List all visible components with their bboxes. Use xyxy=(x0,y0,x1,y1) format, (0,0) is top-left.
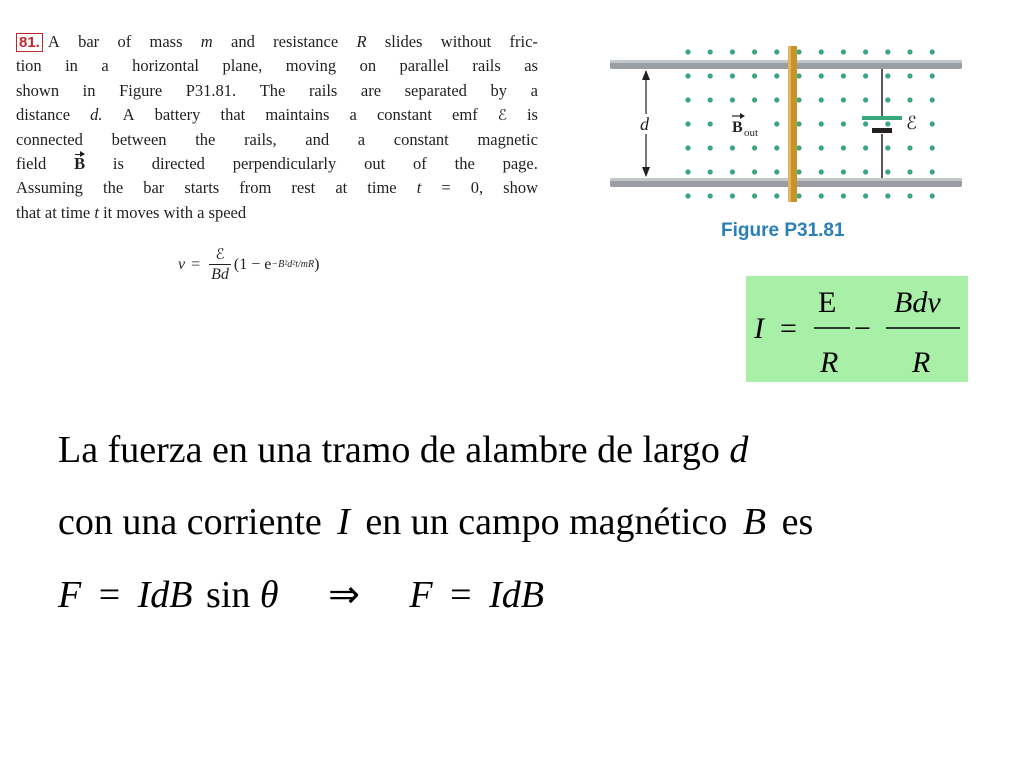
formula-lhs: I xyxy=(754,312,764,345)
field-dot xyxy=(708,73,713,78)
var-B: B xyxy=(742,501,767,543)
field-dot xyxy=(708,49,713,54)
field-dot xyxy=(863,169,868,174)
field-dot xyxy=(774,49,779,54)
problem-line-1 xyxy=(16,30,538,54)
word: are xyxy=(360,80,382,100)
eq-fraction xyxy=(209,244,231,285)
field-dot xyxy=(685,73,690,78)
field-dot xyxy=(885,193,890,198)
field-subscript: out xyxy=(744,127,759,139)
field-dot xyxy=(885,73,890,78)
rail-circuit-figure xyxy=(600,40,970,210)
word: a xyxy=(357,129,366,149)
word: the xyxy=(454,153,475,173)
top-rail-highlight xyxy=(610,60,962,63)
eq-lhs: v xyxy=(178,255,186,273)
field-dot xyxy=(930,169,935,174)
distance-arrow-bottom xyxy=(642,167,650,177)
word: bar xyxy=(78,32,100,51)
field-dot xyxy=(730,193,735,198)
IdB-2: IdB xyxy=(489,574,544,616)
word: shown xyxy=(16,80,60,100)
word: bar xyxy=(143,178,165,198)
field-dot xyxy=(685,169,690,174)
word: emf xyxy=(452,105,478,125)
field-vector-symbol: B xyxy=(74,152,85,176)
spanish-line-3 xyxy=(58,572,544,617)
term2-numerator: Bdv xyxy=(894,286,941,319)
field-dot xyxy=(796,145,801,150)
field-dot xyxy=(841,121,846,126)
field-dot xyxy=(863,97,868,102)
field-dot xyxy=(752,97,757,102)
problem-number: 81. xyxy=(16,33,43,52)
field-dot xyxy=(819,145,824,150)
spanish-line-2-c: es xyxy=(781,501,814,543)
word: starts xyxy=(184,178,220,198)
field-dot xyxy=(730,97,735,102)
field-dot xyxy=(930,49,935,54)
eq-paren-open: (1 − e xyxy=(233,255,272,273)
field-dot xyxy=(885,49,890,54)
word: a xyxy=(197,202,205,222)
field-dot xyxy=(685,193,690,198)
word: Assuming xyxy=(16,178,83,198)
word: page. xyxy=(502,153,538,173)
word: d. xyxy=(90,105,103,125)
word: at xyxy=(44,202,57,222)
field-dot xyxy=(774,169,779,174)
formula-equals: = xyxy=(780,312,797,345)
field-dot xyxy=(752,49,757,54)
term2-denominator: R xyxy=(912,346,931,379)
field-dot xyxy=(907,49,912,54)
field-dot xyxy=(930,97,935,102)
word: and xyxy=(231,32,255,51)
field-dot xyxy=(885,121,890,126)
field-dot xyxy=(730,145,735,150)
eq-paren-close: ) xyxy=(314,255,320,273)
field-dot xyxy=(841,97,846,102)
word: it xyxy=(103,202,113,222)
word: directed xyxy=(151,153,205,173)
emf-label: ℰ xyxy=(906,113,917,134)
field-dot xyxy=(752,169,757,174)
problem-line-8 xyxy=(16,201,538,225)
word: time xyxy=(60,202,91,222)
word: fric- xyxy=(509,32,538,51)
field-dot xyxy=(819,169,824,174)
field-dot xyxy=(907,73,912,78)
magnetic-field-dots xyxy=(685,49,934,198)
sin-function: sin xyxy=(206,574,251,616)
sliding-bar-highlight xyxy=(788,46,791,202)
distance-label: d xyxy=(640,114,649,134)
word: constant xyxy=(376,105,432,125)
word: R xyxy=(356,32,367,51)
word: that xyxy=(16,202,41,222)
field-dot xyxy=(841,145,846,150)
word: rails, xyxy=(244,129,277,149)
word: the xyxy=(103,178,124,198)
problem-line-5 xyxy=(16,128,538,152)
word: as xyxy=(524,56,538,76)
field-dot xyxy=(774,73,779,78)
word: = xyxy=(441,178,451,198)
word: Figure xyxy=(119,80,163,100)
field-dot xyxy=(930,145,935,150)
formula-minus: − xyxy=(854,312,871,345)
word: The xyxy=(259,80,286,100)
spanish-line-2-a: con una corriente xyxy=(58,501,322,543)
word: by xyxy=(490,80,507,100)
word: a xyxy=(530,80,538,100)
equals-2: = xyxy=(450,574,472,616)
eq-numerator: ℰ xyxy=(215,245,225,263)
field-dot xyxy=(907,145,912,150)
word: between xyxy=(111,129,167,149)
field-dot xyxy=(907,97,912,102)
field-dot xyxy=(752,73,757,78)
current-formula-box xyxy=(746,276,968,382)
field-dot xyxy=(819,49,824,54)
word: parallel xyxy=(399,56,449,76)
field-dot xyxy=(819,73,824,78)
word: connected xyxy=(16,129,83,149)
force-F2: F xyxy=(409,574,433,616)
problem-line-6 xyxy=(16,152,538,176)
field-dot xyxy=(796,121,801,126)
field-dot xyxy=(841,73,846,78)
var-I: I xyxy=(337,501,350,543)
word: speed xyxy=(208,202,247,222)
field-dot xyxy=(885,145,890,150)
spanish-line-2-b: en un campo magnético xyxy=(365,501,728,543)
IdB-1: IdB xyxy=(137,574,193,616)
word: with xyxy=(163,202,193,222)
battery-long-plate xyxy=(862,116,902,120)
word: t xyxy=(416,178,422,198)
field-dot xyxy=(708,193,713,198)
word: in xyxy=(65,56,78,76)
field-dot xyxy=(930,193,935,198)
bottom-rail-highlight xyxy=(610,178,962,181)
speed-equation xyxy=(178,244,319,285)
field-dot xyxy=(819,193,824,198)
word: rest xyxy=(291,178,316,198)
word: horizontal xyxy=(132,56,200,76)
word: at xyxy=(335,178,348,198)
distance-arrow-top xyxy=(642,70,650,80)
problem-line-2 xyxy=(16,54,538,78)
field-dot xyxy=(730,49,735,54)
field-dot xyxy=(708,145,713,150)
word: mass xyxy=(149,32,183,51)
word: of xyxy=(413,153,427,173)
word: of xyxy=(117,32,132,51)
term1-denominator: R xyxy=(820,346,839,379)
field-dot xyxy=(863,73,868,78)
emf-symbol: ℰ xyxy=(497,106,507,125)
field-dot xyxy=(841,169,846,174)
field-dot xyxy=(685,121,690,126)
word: is xyxy=(112,153,124,173)
word: tion xyxy=(16,56,42,76)
word: maintains xyxy=(265,105,330,125)
word: slides xyxy=(384,32,423,51)
field-dot xyxy=(819,121,824,126)
field-dot xyxy=(819,97,824,102)
problem-line-4 xyxy=(16,103,538,127)
word: resistance xyxy=(273,32,339,51)
word: on xyxy=(359,56,377,76)
field-dot xyxy=(796,49,801,54)
field-dot xyxy=(685,97,690,102)
term1-numerator: E xyxy=(818,286,837,319)
field-dot xyxy=(730,73,735,78)
implies-arrow: ⇒ xyxy=(328,574,360,616)
spanish-line-2 xyxy=(58,500,813,544)
eq-exponent: −B²d²t/mR xyxy=(271,259,315,270)
field-dot xyxy=(708,97,713,102)
field-dot xyxy=(930,121,935,126)
word: perpendicularly xyxy=(232,153,337,173)
word: field xyxy=(16,153,47,173)
word: P31.81. xyxy=(185,80,237,100)
field-dot xyxy=(774,145,779,150)
word: in xyxy=(82,80,96,100)
field-dot xyxy=(863,145,868,150)
field-dot xyxy=(907,169,912,174)
field-dot xyxy=(752,145,757,150)
word: plane, xyxy=(222,56,263,76)
word: distance xyxy=(16,105,71,125)
word: rails xyxy=(308,80,338,100)
force-F1: F xyxy=(58,574,82,616)
word: 0, xyxy=(470,178,484,198)
word: time xyxy=(367,178,397,198)
word: constant xyxy=(393,129,449,149)
word: and xyxy=(305,129,330,149)
word: that xyxy=(220,105,246,125)
field-dot xyxy=(796,193,801,198)
field-dot xyxy=(774,97,779,102)
word: moves xyxy=(116,202,160,222)
word: t xyxy=(94,202,99,222)
figure-caption: Figure P31.81 xyxy=(721,220,845,241)
word: a xyxy=(349,105,357,125)
problem-line-7 xyxy=(16,176,538,200)
word: is xyxy=(526,105,538,125)
word: A xyxy=(122,105,135,125)
word: m xyxy=(200,32,213,51)
field-dot xyxy=(685,49,690,54)
field-dot xyxy=(907,193,912,198)
word: moving xyxy=(285,56,337,76)
field-dot xyxy=(863,121,868,126)
problem-statement xyxy=(16,30,538,225)
spanish-line-1-text: La fuerza en una tramo de alambre de largo xyxy=(58,429,720,471)
word: the xyxy=(195,129,216,149)
eq-denominator: Bd xyxy=(211,266,229,283)
field-dot xyxy=(885,169,890,174)
word: a xyxy=(101,56,109,76)
problem-line-3 xyxy=(16,79,538,103)
field-dot xyxy=(841,49,846,54)
word: out xyxy=(364,153,386,173)
word: from xyxy=(239,178,272,198)
field-dot xyxy=(796,97,801,102)
field-dot xyxy=(885,97,890,102)
battery-short-plate xyxy=(872,128,892,133)
word: magnetic xyxy=(477,129,538,149)
equals-1: = xyxy=(98,574,121,616)
field-dot xyxy=(930,73,935,78)
word: rails xyxy=(472,56,501,76)
field-dot xyxy=(796,169,801,174)
field-dot xyxy=(774,193,779,198)
field-label: B xyxy=(732,119,743,136)
spanish-line-1 xyxy=(58,428,748,472)
field-dot xyxy=(708,121,713,126)
field-dot xyxy=(708,169,713,174)
theta-symbol: θ xyxy=(259,574,279,616)
field-dot xyxy=(796,73,801,78)
word: A xyxy=(47,32,60,51)
field-dot xyxy=(730,169,735,174)
field-dot xyxy=(685,145,690,150)
word: battery xyxy=(154,105,201,125)
word: separated xyxy=(404,80,467,100)
word: without xyxy=(440,32,492,51)
word: show xyxy=(503,178,538,198)
field-dot xyxy=(863,193,868,198)
field-dot xyxy=(774,121,779,126)
field-dot xyxy=(841,193,846,198)
var-d: d xyxy=(729,429,749,471)
field-dot xyxy=(752,193,757,198)
field-dot xyxy=(863,49,868,54)
eq-equals: = xyxy=(191,255,201,273)
